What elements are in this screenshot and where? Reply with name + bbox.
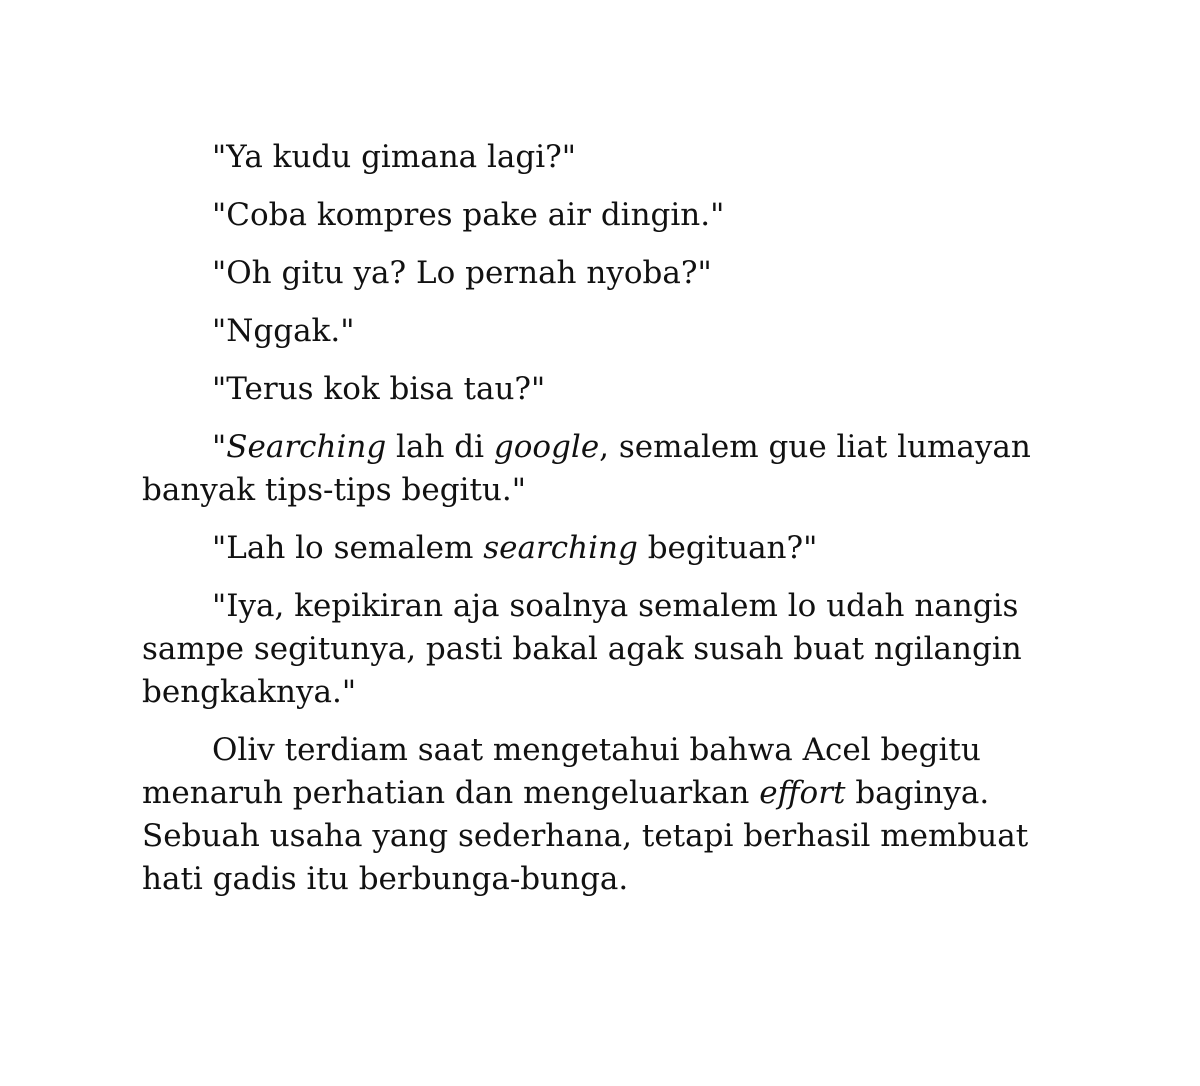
text-segment: begituan?"	[637, 530, 818, 566]
text-segment: "Iya, kepikiran aja soalnya semalem lo udah nangis sampe segitunya, pasti bakal agak susah buat ngilangin bengkaknya."	[142, 588, 1022, 710]
text-segment: baginya. Sebuah usaha yang sederhana, tetapi berhasil membuat hati gadis itu berbunga-bunga.	[142, 775, 1029, 897]
italic-text-segment: effort	[759, 775, 846, 811]
italic-text-segment: Searching	[226, 429, 387, 465]
paragraph-9	[142, 729, 1042, 901]
story-text	[142, 136, 1042, 916]
paragraph-6	[142, 426, 1042, 512]
text-segment: "Ya kudu gimana lagi?"	[212, 139, 577, 175]
text-segment: "	[212, 429, 227, 465]
text-segment: "Coba kompres pake air dingin."	[212, 197, 725, 233]
paragraph-8	[142, 585, 1042, 714]
italic-text-segment: google	[493, 429, 600, 465]
paragraph-2	[142, 194, 1042, 237]
paragraph-1	[142, 136, 1042, 179]
text-segment: "Terus kok bisa tau?"	[212, 371, 546, 407]
paragraph-7	[142, 527, 1042, 570]
text-segment: "Lah lo semalem	[212, 530, 484, 566]
paragraph-5	[142, 368, 1042, 411]
text-segment: lah di	[386, 429, 494, 465]
text-segment: , semalem gue liat lumayan banyak tips-tips begitu."	[142, 429, 1031, 508]
text-segment: "Nggak."	[212, 313, 355, 349]
italic-text-segment: searching	[483, 530, 638, 566]
paragraph-3	[142, 252, 1042, 295]
text-segment: Oliv terdiam saat mengetahui bahwa Acel begitu menaruh perhatian dan mengeluarkan	[142, 732, 981, 811]
paragraph-4	[142, 310, 1042, 353]
text-segment: "Oh gitu ya? Lo pernah nyoba?"	[212, 255, 712, 291]
